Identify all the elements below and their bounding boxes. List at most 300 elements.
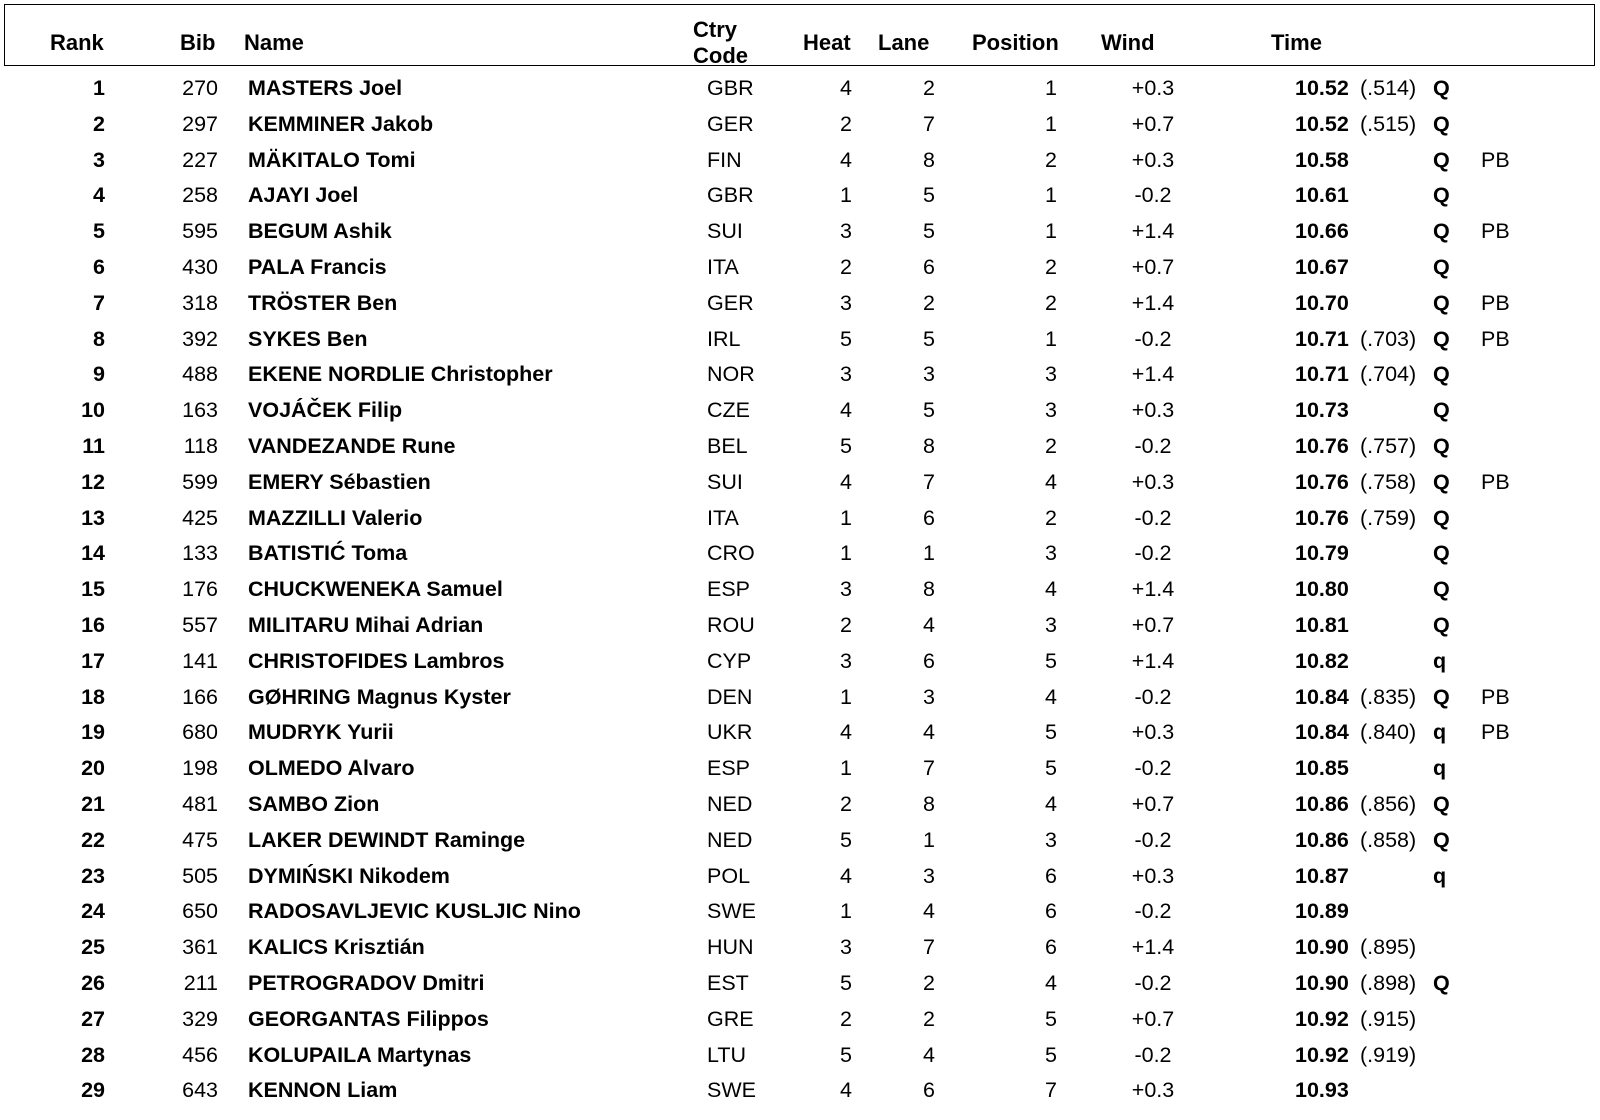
tiebreak-cell: (.858) (1360, 827, 1417, 852)
qualification-mark: Q (1433, 684, 1450, 709)
athlete-name: SYKES Ben (248, 326, 368, 351)
position-cell: 5 (1045, 1042, 1057, 1067)
table-row (0, 143, 1600, 179)
lane-cell: 5 (923, 326, 935, 351)
rank-cell: 8 (93, 326, 105, 351)
position-cell: 5 (1045, 1006, 1057, 1031)
bib-cell: 118 (183, 433, 218, 458)
position-cell: 4 (1045, 577, 1057, 602)
heat-cell: 4 (840, 1078, 852, 1103)
bib-cell: 141 (182, 648, 218, 673)
wind-cell: -0.2 (1134, 433, 1172, 458)
country-code: NOR (707, 362, 755, 387)
rank-cell: 24 (81, 899, 105, 924)
wind-cell: +0.3 (1131, 1078, 1175, 1103)
bib-cell: 163 (182, 398, 218, 423)
wind-cell: +1.4 (1131, 219, 1175, 244)
position-cell: 5 (1045, 756, 1057, 781)
country-code: CRO (707, 541, 755, 566)
country-code: NED (707, 791, 753, 816)
rank-cell: 16 (81, 612, 105, 637)
heat-cell: 1 (840, 183, 852, 208)
record-note: PB (1481, 147, 1510, 172)
lane-cell: 4 (923, 899, 935, 924)
lane-cell: 2 (923, 76, 935, 100)
bib-cell: 176 (182, 577, 218, 602)
tiebreak-cell: (.835) (1360, 684, 1417, 709)
rank-cell: 19 (81, 720, 105, 745)
heat-cell: 5 (840, 1042, 852, 1067)
qualification-mark: Q (1433, 326, 1450, 351)
athlete-name: BATISTIĆ Toma (248, 541, 408, 566)
wind-cell: -0.2 (1134, 541, 1172, 566)
country-code: EST (707, 970, 749, 995)
bib-cell: 488 (182, 362, 218, 387)
position-cell: 3 (1045, 541, 1057, 566)
table-row (0, 393, 1600, 429)
qualification-mark: Q (1433, 111, 1450, 136)
wind-cell: +1.4 (1131, 935, 1175, 960)
wind-cell: -0.2 (1134, 970, 1172, 995)
position-cell: 1 (1045, 326, 1057, 351)
wind-cell: -0.2 (1134, 827, 1172, 852)
time-cell: 10.81 (1295, 612, 1349, 637)
lane-cell: 3 (923, 863, 935, 888)
table-row (0, 572, 1600, 608)
rank-cell: 3 (93, 147, 105, 172)
time-cell: 10.86 (1295, 791, 1349, 816)
wind-cell: -0.2 (1134, 1042, 1172, 1067)
country-code: ESP (707, 756, 751, 781)
athlete-name: MUDRYK Yurii (248, 720, 394, 745)
country-code: LTU (707, 1042, 747, 1067)
lane-cell: 6 (923, 505, 935, 530)
country-code: SWE (707, 899, 756, 924)
time-cell: 10.80 (1295, 577, 1349, 602)
rank-cell: 15 (81, 577, 105, 602)
tiebreak-cell: (.759) (1360, 505, 1417, 530)
wind-cell: +0.3 (1131, 863, 1175, 888)
country-code: DEN (707, 684, 753, 709)
results-table-body (0, 71, 1600, 1109)
heat-cell: 3 (840, 290, 852, 315)
country-code: ROU (707, 612, 755, 637)
heat-cell: 5 (840, 433, 852, 458)
time-cell: 10.93 (1295, 1078, 1349, 1103)
qualification-mark: Q (1433, 469, 1450, 494)
bib-cell: 318 (182, 290, 218, 315)
bib-cell: 297 (182, 111, 218, 136)
heat-cell: 5 (840, 970, 852, 995)
rank-cell: 12 (81, 469, 105, 494)
header-position: Position (972, 30, 1059, 55)
time-cell: 10.87 (1295, 863, 1349, 888)
athlete-name: GEORGANTAS Filippos (248, 1006, 489, 1031)
lane-cell: 5 (923, 398, 935, 423)
lane-cell: 5 (923, 183, 935, 208)
wind-cell: -0.2 (1134, 756, 1172, 781)
table-row (0, 1073, 1600, 1109)
rank-cell: 13 (81, 505, 105, 530)
header-name: Name (244, 30, 304, 55)
header-heat: Heat (803, 30, 851, 55)
heat-cell: 2 (840, 1006, 852, 1031)
wind-cell: +0.7 (1131, 111, 1175, 136)
qualification-mark: Q (1433, 76, 1450, 100)
bib-cell: 425 (182, 505, 218, 530)
header-country-code-line2: Code (693, 43, 748, 68)
table-row (0, 715, 1600, 751)
athlete-name: EMERY Sébastien (248, 469, 431, 494)
time-cell: 10.52 (1295, 111, 1349, 136)
time-cell: 10.71 (1295, 362, 1349, 387)
bib-cell: 599 (182, 469, 218, 494)
table-row (0, 286, 1600, 322)
position-cell: 3 (1045, 362, 1057, 387)
table-row (0, 465, 1600, 501)
time-cell: 10.71 (1295, 326, 1349, 351)
wind-cell: -0.2 (1134, 505, 1172, 530)
rank-cell: 6 (93, 254, 105, 279)
country-code: GBR (707, 183, 754, 208)
time-cell: 10.85 (1295, 756, 1349, 781)
position-cell: 5 (1045, 648, 1057, 673)
tiebreak-cell: (.898) (1360, 970, 1417, 995)
bib-cell: 211 (183, 970, 218, 995)
qualification-mark: Q (1433, 290, 1450, 315)
wind-cell: +0.3 (1131, 398, 1175, 423)
wind-cell: +0.3 (1131, 147, 1175, 172)
wind-cell: +1.4 (1131, 648, 1175, 673)
lane-cell: 6 (923, 1078, 935, 1103)
lane-cell: 6 (923, 648, 935, 673)
time-cell: 10.67 (1295, 254, 1349, 279)
country-code: UKR (707, 720, 753, 745)
rank-cell: 7 (93, 290, 105, 315)
lane-cell: 2 (923, 1006, 935, 1031)
time-cell: 10.90 (1295, 970, 1349, 995)
lane-cell: 2 (923, 970, 935, 995)
time-cell: 10.84 (1295, 684, 1349, 709)
heat-cell: 5 (840, 326, 852, 351)
position-cell: 2 (1045, 505, 1057, 530)
country-code: HUN (707, 935, 754, 960)
wind-cell: +0.3 (1131, 76, 1175, 100)
qualification-mark: Q (1433, 147, 1450, 172)
lane-cell: 7 (923, 469, 935, 494)
table-row (0, 608, 1600, 644)
tiebreak-cell: (.703) (1360, 326, 1417, 351)
rank-cell: 28 (81, 1042, 105, 1067)
bib-cell: 198 (182, 756, 218, 781)
rank-cell: 29 (81, 1078, 105, 1103)
country-code: ITA (707, 505, 739, 530)
wind-cell: +0.7 (1131, 791, 1175, 816)
rank-cell: 2 (93, 111, 105, 136)
country-code: GER (707, 111, 754, 136)
wind-cell: +1.4 (1131, 362, 1175, 387)
qualification-mark: Q (1433, 505, 1450, 530)
record-note: PB (1481, 219, 1510, 244)
tiebreak-cell: (.515) (1360, 111, 1417, 136)
tiebreak-cell: (.704) (1360, 362, 1417, 387)
tiebreak-cell: (.840) (1360, 720, 1417, 745)
heat-cell: 1 (840, 684, 852, 709)
rank-cell: 9 (93, 362, 105, 387)
country-code: CYP (707, 648, 752, 673)
header-lane: Lane (878, 30, 930, 55)
header-time: Time (1271, 30, 1322, 55)
header-rank: Rank (50, 30, 104, 55)
table-row (0, 322, 1600, 358)
athlete-name: VANDEZANDE Rune (248, 433, 456, 458)
qualification-mark: q (1433, 863, 1447, 888)
rank-cell: 18 (81, 684, 105, 709)
lane-cell: 1 (923, 541, 935, 566)
athlete-name: LAKER DEWINDT Raminge (248, 827, 526, 852)
lane-cell: 4 (923, 612, 935, 637)
qualification-mark: q (1433, 648, 1447, 673)
wind-cell: +1.4 (1131, 290, 1175, 315)
country-code: ESP (707, 577, 751, 602)
rank-cell: 10 (81, 398, 105, 423)
qualification-mark: q (1433, 756, 1447, 781)
tiebreak-cell: (.757) (1360, 433, 1417, 458)
athlete-name: MASTERS Joel (248, 76, 403, 100)
qualification-mark: Q (1433, 541, 1450, 566)
bib-cell: 481 (182, 791, 218, 816)
country-code: GRE (707, 1006, 754, 1031)
athlete-name: DYMIŃSKI Nikodem (248, 863, 450, 888)
athlete-name: GØHRING Magnus Kyster (248, 684, 511, 709)
table-row (0, 787, 1600, 823)
position-cell: 2 (1045, 290, 1057, 315)
table-row (0, 71, 1600, 107)
rank-cell: 20 (81, 756, 105, 781)
time-cell: 10.86 (1295, 827, 1349, 852)
athlete-name: KOLUPAILA Martynas (248, 1042, 472, 1067)
bib-cell: 392 (182, 326, 218, 351)
table-row (0, 680, 1600, 716)
bib-cell: 270 (182, 76, 218, 100)
position-cell: 4 (1045, 469, 1057, 494)
heat-cell: 3 (840, 935, 852, 960)
tiebreak-cell: (.915) (1360, 1006, 1417, 1031)
heat-cell: 2 (840, 612, 852, 637)
tiebreak-cell: (.856) (1360, 791, 1417, 816)
time-cell: 10.70 (1295, 290, 1349, 315)
table-row (0, 214, 1600, 250)
wind-cell: -0.2 (1134, 326, 1172, 351)
lane-cell: 5 (923, 219, 935, 244)
position-cell: 1 (1045, 219, 1057, 244)
position-cell: 1 (1045, 111, 1057, 136)
athlete-name: MILITARU Mihai Adrian (248, 612, 484, 637)
wind-cell: +0.3 (1131, 469, 1175, 494)
rank-cell: 25 (81, 935, 105, 960)
country-code: SWE (707, 1078, 756, 1103)
heat-cell: 4 (840, 147, 852, 172)
bib-cell: 361 (182, 935, 218, 960)
header-country-code-line1: Ctry (693, 17, 738, 42)
bib-cell: 475 (182, 827, 218, 852)
athlete-name: RADOSAVLJEVIC KUSLJIC Nino (248, 899, 581, 924)
country-code: SUI (707, 219, 743, 244)
table-row (0, 1002, 1600, 1038)
lane-cell: 2 (923, 290, 935, 315)
bib-cell: 227 (182, 147, 218, 172)
wind-cell: +0.7 (1131, 1006, 1175, 1031)
time-cell: 10.84 (1295, 720, 1349, 745)
lane-cell: 7 (923, 935, 935, 960)
tiebreak-cell: (.895) (1360, 935, 1417, 960)
lane-cell: 8 (923, 147, 935, 172)
country-code: GBR (707, 76, 754, 100)
wind-cell: +0.3 (1131, 720, 1175, 745)
heat-cell: 4 (840, 720, 852, 745)
athlete-name: PALA Francis (248, 254, 387, 279)
qualification-mark: Q (1433, 791, 1450, 816)
qualification-mark: Q (1433, 577, 1450, 602)
athlete-name: MAZZILLI Valerio (248, 505, 423, 530)
wind-cell: +0.7 (1131, 612, 1175, 637)
position-cell: 7 (1045, 1078, 1057, 1103)
position-cell: 6 (1045, 863, 1057, 888)
rank-cell: 5 (93, 219, 105, 244)
rank-cell: 17 (81, 648, 105, 673)
rank-cell: 27 (81, 1006, 105, 1031)
qualification-mark: Q (1433, 970, 1450, 995)
position-cell: 6 (1045, 899, 1057, 924)
lane-cell: 7 (923, 111, 935, 136)
table-row (0, 107, 1600, 143)
qualification-mark: Q (1433, 362, 1450, 387)
rank-cell: 1 (93, 76, 105, 100)
rank-cell: 21 (81, 791, 105, 816)
rank-cell: 4 (93, 183, 105, 208)
record-note: PB (1481, 720, 1510, 745)
bib-cell: 680 (182, 720, 218, 745)
time-cell: 10.76 (1295, 433, 1349, 458)
athlete-name: KALICS Krisztián (248, 935, 425, 960)
table-row (0, 250, 1600, 286)
heat-cell: 5 (840, 827, 852, 852)
table-row (0, 1038, 1600, 1074)
heat-cell: 2 (840, 791, 852, 816)
lane-cell: 8 (923, 433, 935, 458)
rank-cell: 26 (81, 970, 105, 995)
table-row (0, 930, 1600, 966)
heat-cell: 1 (840, 899, 852, 924)
rank-cell: 14 (81, 541, 105, 566)
position-cell: 4 (1045, 684, 1057, 709)
bib-cell: 643 (182, 1078, 218, 1103)
header-bib: Bib (180, 30, 216, 55)
athlete-name: CHRISTOFIDES Lambros (248, 648, 505, 673)
athlete-name: BEGUM Ashik (248, 219, 392, 244)
heat-cell: 3 (840, 648, 852, 673)
athlete-name: PETROGRADOV Dmitri (248, 970, 485, 995)
rank-cell: 23 (81, 863, 105, 888)
qualification-mark: Q (1433, 398, 1450, 423)
bib-cell: 133 (182, 541, 218, 566)
header-country-code (693, 17, 748, 69)
qualification-mark: q (1433, 720, 1447, 745)
table-row (0, 966, 1600, 1002)
bib-cell: 557 (182, 612, 218, 637)
time-cell: 10.61 (1295, 183, 1349, 208)
time-cell: 10.52 (1295, 76, 1349, 100)
country-code: CZE (707, 398, 750, 423)
table-row (0, 429, 1600, 465)
table-row (0, 894, 1600, 930)
athlete-name: TRÖSTER Ben (248, 290, 398, 315)
tiebreak-cell: (.758) (1360, 469, 1417, 494)
time-cell: 10.76 (1295, 505, 1349, 530)
lane-cell: 8 (923, 577, 935, 602)
athlete-name: VOJÁČEK Filip (248, 398, 403, 423)
position-cell: 2 (1045, 147, 1057, 172)
position-cell: 2 (1045, 254, 1057, 279)
time-cell: 10.66 (1295, 219, 1349, 244)
qualification-mark: Q (1433, 827, 1450, 852)
athlete-name: KEMMINER Jakob (248, 111, 434, 136)
heat-cell: 2 (840, 254, 852, 279)
table-row (0, 644, 1600, 680)
position-cell: 3 (1045, 612, 1057, 637)
wind-cell: +1.4 (1131, 577, 1175, 602)
athlete-name: EKENE NORDLIE Christopher (248, 362, 553, 387)
lane-cell: 4 (923, 1042, 935, 1067)
position-cell: 4 (1045, 970, 1057, 995)
bib-cell: 650 (182, 899, 218, 924)
position-cell: 1 (1045, 183, 1057, 208)
bib-cell: 329 (182, 1006, 218, 1031)
country-code: BEL (707, 433, 748, 458)
heat-cell: 3 (840, 362, 852, 387)
time-cell: 10.58 (1295, 147, 1349, 172)
record-note: PB (1481, 684, 1510, 709)
heat-cell: 4 (840, 863, 852, 888)
qualification-mark: Q (1433, 219, 1450, 244)
position-cell: 3 (1045, 827, 1057, 852)
position-cell: 2 (1045, 433, 1057, 458)
heat-cell: 4 (840, 398, 852, 423)
country-code: SUI (707, 469, 743, 494)
country-code: NED (707, 827, 753, 852)
bib-cell: 505 (182, 863, 218, 888)
qualification-mark: Q (1433, 433, 1450, 458)
position-cell: 5 (1045, 720, 1057, 745)
time-cell: 10.89 (1295, 899, 1349, 924)
country-code: FIN (707, 147, 742, 172)
tiebreak-cell: (.919) (1360, 1042, 1417, 1067)
table-row (0, 823, 1600, 859)
table-row (0, 536, 1600, 572)
record-note: PB (1481, 469, 1510, 494)
qualification-mark: Q (1433, 254, 1450, 279)
time-cell: 10.92 (1295, 1006, 1349, 1031)
heat-cell: 1 (840, 756, 852, 781)
lane-cell: 6 (923, 254, 935, 279)
rank-cell: 22 (81, 827, 105, 852)
lane-cell: 1 (923, 827, 935, 852)
qualification-mark: Q (1433, 612, 1450, 637)
wind-cell: -0.2 (1134, 684, 1172, 709)
lane-cell: 8 (923, 791, 935, 816)
position-cell: 4 (1045, 791, 1057, 816)
table-row (0, 501, 1600, 537)
